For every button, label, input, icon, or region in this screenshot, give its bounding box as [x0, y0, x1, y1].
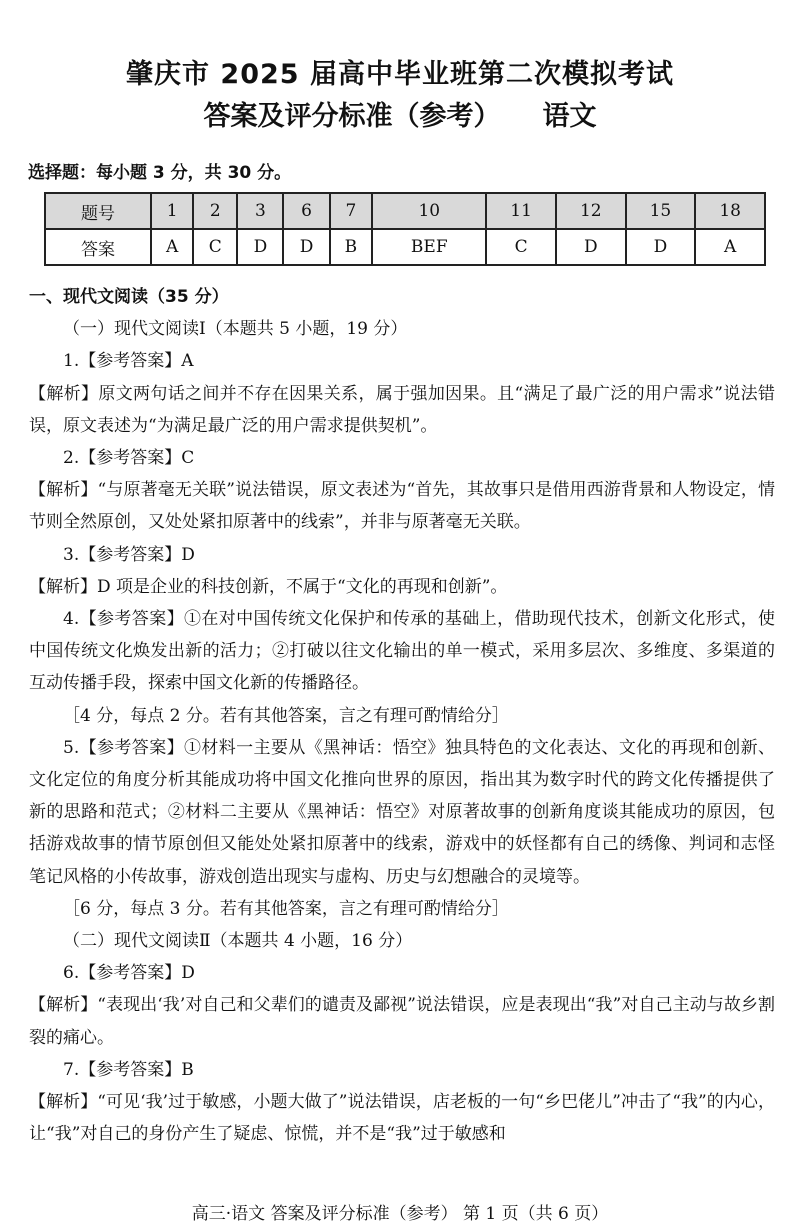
answer-body [29, 281, 775, 1150]
q6-analysis: 【解析】“表现出‘我’对自己和父辈们的谴责及鄙视”说法错误，应是表现出“我”对自己主动与故乡割裂的痛心。 [29, 995, 775, 1048]
subtitle-text: 答案及评分标准（参考） [203, 101, 501, 132]
q3-answer: 3.【参考答案】D [63, 544, 195, 565]
row-label-answer: 答案 [45, 229, 151, 265]
q5-scoring-note: ［6 分，每点 3 分。若有其他答案，言之有理可酌情给分］ [63, 898, 509, 919]
section-heading: 一、现代文阅读（35 分） [29, 287, 229, 307]
q6-answer: 6.【参考答案】D [63, 963, 195, 984]
question-number-row [45, 193, 765, 229]
question-number-cell: 10 [372, 193, 486, 229]
question-number-cell: 15 [626, 193, 696, 229]
answer-cell: A [695, 229, 765, 265]
answer-cell: A [151, 229, 193, 265]
subsection-heading: （二）现代文阅读Ⅱ（本题共 4 小题，16 分） [63, 931, 413, 952]
answer-cell: D [556, 229, 626, 265]
question-number-cell: 1 [151, 193, 193, 229]
q4-scoring-note: ［4 分，每点 2 分。若有其他答案，言之有理可酌情给分］ [63, 705, 509, 726]
q7-analysis: 【解析】“可见‘我’过于敏感，小题大做了”说法错误，店老板的一句“乡巴佬儿”冲击了“我”的内心，让“我”对自己的身份产生了疑虑、惊慌，并不是“我”过于敏感和 [29, 1092, 775, 1145]
q4-answer: 4.【参考答案】①在对中国传统文化保护和传承的基础上，借助现代技术，创新文化形式，使中国传统文化焕发出新的活力；②打破以往文化输出的单一模式，采用多层次、多维度、多渠道的互动传播手段，探索中国文化新的传播路径。 [29, 609, 775, 694]
answer-cell: C [193, 229, 237, 265]
question-number-cell: 2 [193, 193, 237, 229]
page-footer: 高三·语文 答案及评分标准（参考） 第 1 页（共 6 页） [191, 1204, 609, 1224]
answer-cell: BEF [372, 229, 486, 265]
question-number-cell: 12 [556, 193, 626, 229]
exam-subtitle [0, 94, 800, 133]
q1-analysis: 【解析】原文两句话之间并不存在因果关系，属于强加因果。且“满足了最广泛的用户需求”说法错误，原文表述为“为满足最广泛的用户需求提供契机”。 [29, 383, 775, 436]
row-label-number: 题号 [45, 193, 151, 229]
question-number-cell: 7 [330, 193, 373, 229]
question-number-cell: 3 [237, 193, 283, 229]
answer-cell: D [237, 229, 283, 265]
question-number-cell: 18 [695, 193, 765, 229]
answer-cell: B [330, 229, 373, 265]
answer-cell: D [626, 229, 696, 265]
q5-answer: 5.【参考答案】①材料一主要从《黑神话：悟空》独具特色的文化表达、文化的再现和创新、文化定位的角度分析其能成功将中国文化推向世界的原因，指出其为数字时代的跨文化传播提供了新的思路和范式；②材料二主要从《黑神话：悟空》对原著故事的创新角度谈其能成功的原因，包括游戏故事的情节原创但又能处处紧扣原著中的线索，游戏中的妖怪都有自己的绣像、判词和志怪笔记风格的小传故事，游戏创造出现实与虚构、历史与幻想融合的灵境等。 [29, 737, 775, 887]
answer-cell: D [283, 229, 329, 265]
question-number-cell: 11 [486, 193, 556, 229]
exam-title: 肇庆市 2025 届高中毕业班第二次模拟考试 [126, 59, 674, 90]
q7-answer: 7.【参考答案】B [63, 1059, 194, 1080]
q2-analysis: 【解析】“与原著毫无关联”说法错误，原文表述为“首先，其故事只是借用西游背景和人物设定，情节则全然原创，又处处紧扣原著中的线索”，并非与原著毫无关联。 [29, 480, 775, 533]
answer-row [45, 229, 765, 265]
answer-cell: C [486, 229, 556, 265]
choice-heading: 选择题：每小题 3 分，共 30 分。 [28, 163, 292, 183]
subject-label: 语文 [542, 101, 597, 132]
q2-answer: 2.【参考答案】C [63, 448, 195, 469]
question-number-cell: 6 [283, 193, 329, 229]
q3-analysis: 【解析】D 项是企业的科技创新，不属于“文化的再现和创新”。 [29, 576, 508, 597]
answer-table [44, 192, 766, 266]
subsection-heading: （一）现代文阅读Ⅰ（本题共 5 小题，19 分） [63, 319, 408, 340]
q1-answer: 1.【参考答案】A [63, 351, 194, 372]
